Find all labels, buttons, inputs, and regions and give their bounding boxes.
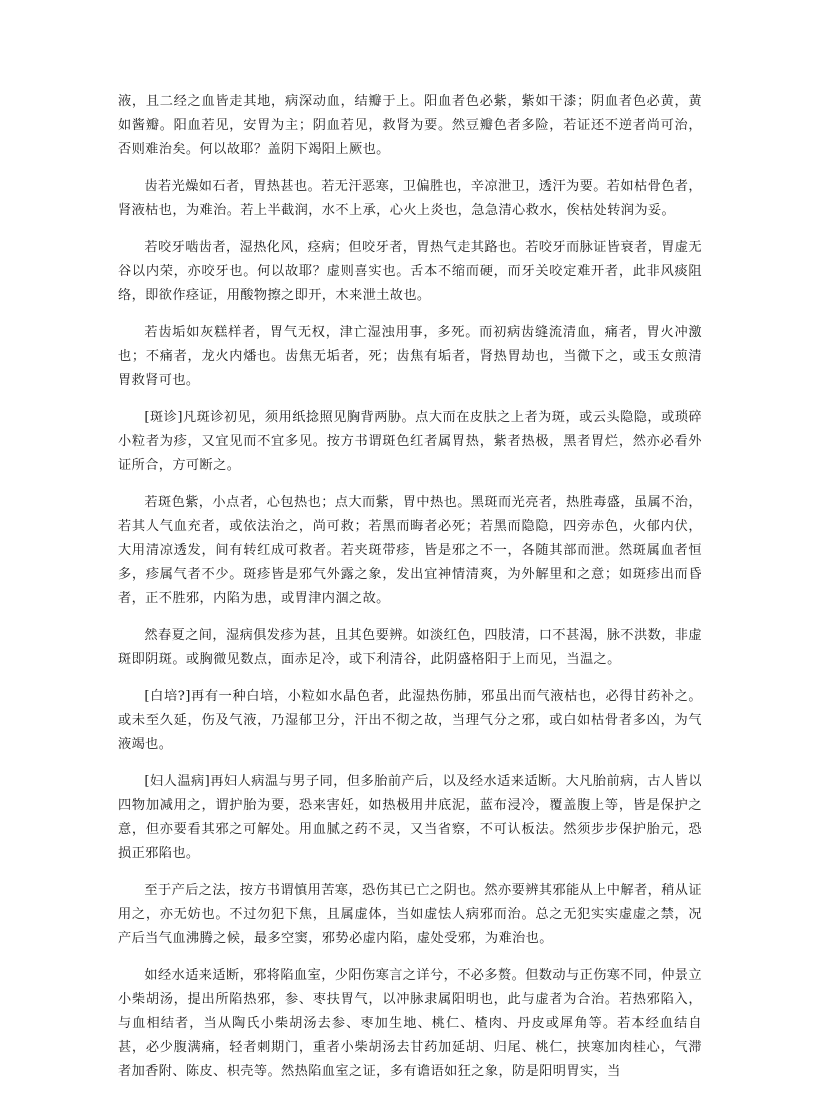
- paragraph: 如经水适来适断，邪将陷血室，少阳伤寒言之详兮，不必多赘。但数动与正伤寒不同，仲景立小柴胡汤，提出所陷热邪，参、枣扶胃气，以冲脉隶属阳明也，此与虚者为合治。若热邪陷入，与血相结者，当从陶氏小柴胡汤去参、枣加生地、桃仁、楂肉、丹皮或犀角等。若本经血结自甚，必少腹满痛，轻者刺期门，重者小柴胡汤去甘药加延胡、归尾、桃仁，挟寒加肉桂心，气滞者加香附、陈皮、枳壳等。然热陷血室之证，多有谵语如狂之象，防是阳明胃实，当: [118, 968, 702, 1079]
- paragraph: 若咬牙啮齿者，湿热化风，痉病；但咬牙者，胃热气走其路也。若咬牙而脉证皆衰者，胃虚无谷以内荣，亦咬牙也。何以故耶？虚则喜实也。舌本不缩而硬，而牙关咬定难开者，此非风痰阻络，即欲作痉证，用酸物擦之即开，木来泄土故也。: [118, 240, 702, 303]
- paragraph-section-bai-pei: [白培?]再有一种白培，小粒如水晶色者，此湿热伤肺，邪虽出而气液枯也，必得甘药补之。或未至久延，伤及气液，乃湿郁卫分，汗出不彻之故，当理气分之邪，或白如枯骨者多凶，为气液竭也。: [118, 689, 702, 752]
- paragraph: 齿若光燥如石者，胃热甚也。若无汗恶寒，卫偏胜也，辛凉泄卫，透汗为要。若如枯骨色者，肾液枯也，为难治。若上半截润，水不上承，心火上炎也，急急清心救水，俟枯处转润为妥。: [118, 179, 702, 218]
- paragraph: 然春夏之间，湿病俱发疹为甚，且其色要辨。如淡红色，四肢清，口不甚渴，脉不洪数，非虚斑即阴斑。或胸微见数点，面赤足冷，或下利清谷，此阴盛格阳于上而见，当温之。: [118, 628, 702, 667]
- paragraph: 若斑色紫，小点者，心包热也；点大而紫，胃中热也。黑斑而光亮者，热胜毒盛，虽属不治，若其人气血充者，或依法治之，尚可救；若黑而晦者必死；若黑而隐隐，四旁赤色，火郁内伏，大用清凉透发，间有转红成可救者。若夹斑带疹，皆是邪之不一，各随其部而泄。然斑属血者恒多，疹属气者不少。斑疹皆是邪气外露之象，发出宜神情清爽，为外解里和之意；如斑疹出而昏者，正不胜邪，内陷为患，或胃津内涸之故。: [118, 495, 702, 606]
- paragraph-section-women-warm-disease: [妇人温病]再妇人病温与男子同，但多胎前产后，以及经水适来适断。大凡胎前病，古人皆以四物加减用之，谓护胎为要，恐来害妊，如热极用井底泥，蓝布浸冷，覆盖腹上等，皆是保护之意，但亦要看其邪之可解处。用血腻之药不灵，又当省察，不可认板法。然须步步保护胎元，恐损正邪陷也。: [118, 774, 702, 861]
- document-page: [118, 90, 702, 1097]
- paragraph-section-ban-zhen: [斑诊]凡斑诊初见，须用纸捻照见胸背两胁。点大而在皮肤之上者为斑，或云头隐隐，或琐碎小粒者为疹，又宜见而不宜多见。按方书谓斑色红者属胃热，紫者热极，黑者胃烂，然亦必看外证所合，方可断之。: [118, 410, 702, 473]
- paragraph: 若齿垢如灰糕样者，胃气无权，津亡湿浊用事，多死。而初病齿缝流清血，痛者，胃火冲激也；不痛者，龙火内燔也。齿焦无垢者，死；齿焦有垢者，肾热胃劫也，当微下之，或玉女煎清胃救肾可也。: [118, 325, 702, 388]
- paragraph: 至于产后之法，按方书谓慎用苦寒，恐伤其已亡之阴也。然亦要辨其邪能从上中解者，稍从证用之，亦无妨也。不过勿犯下焦，且属虚体，当如虚怯人病邪而治。总之无犯实实虚虚之禁，况产后当气血沸腾之候，最多空窦，邪势必虚内陷，虚处受邪，为难治也。: [118, 883, 702, 946]
- paragraph: 液，且二经之血皆走其地，病深动血，结瓣于上。阳血者色必紫，紫如干漆；阴血者色必黄，黄如酱瓣。阳血若见，安胃为主；阴血若见，救肾为要。然豆瓣色者多险，若证还不逆者尚可治，否则难治矣。何以故耶？盖阴下竭阳上厥也。: [118, 94, 702, 157]
